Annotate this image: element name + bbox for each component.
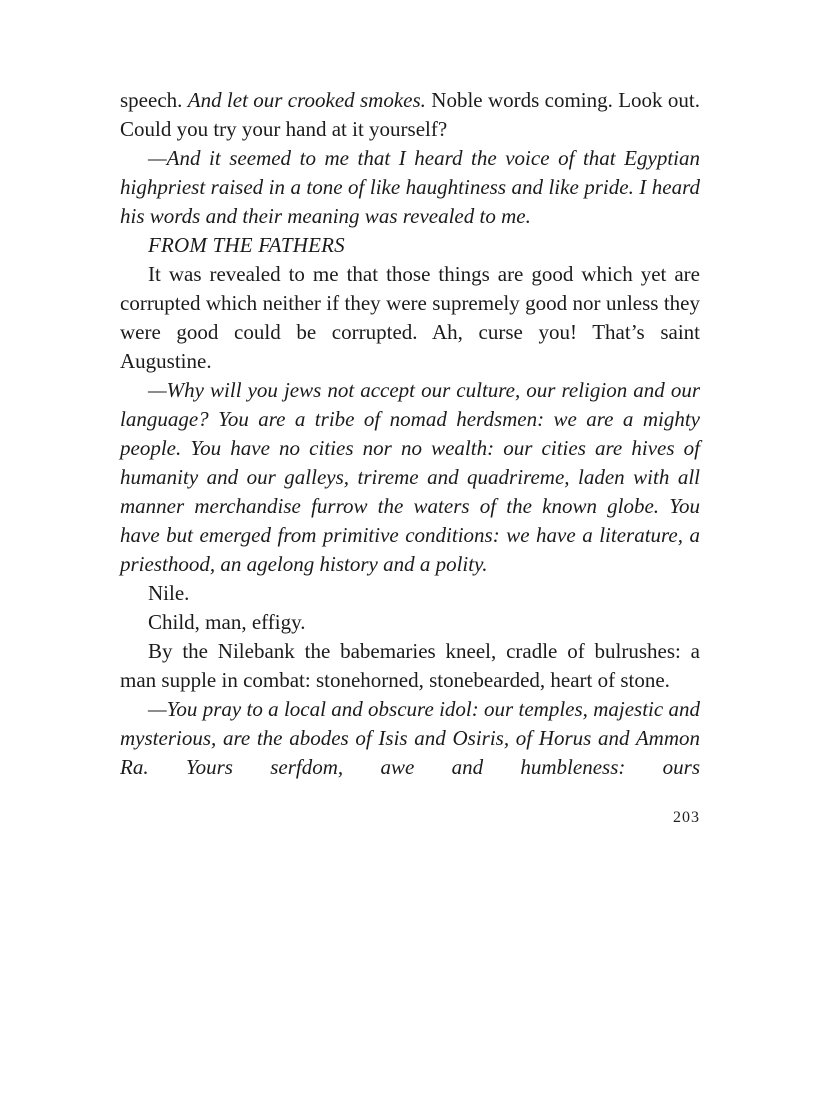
paragraph-nile: Nile. [148, 581, 190, 605]
paragraph-egyptian-highpriest: —And it seemed to me that I heard the voice of that Egyptian highpriest raised in a tone of like haughtiness and like pride. I heard his words and their meaning was revealed to me. [120, 146, 700, 228]
paragraph-roman-text: speech. [120, 88, 188, 112]
paragraph-child-man-effigy: Child, man, effigy. [148, 610, 306, 634]
paragraph-speech-continuation [120, 86, 700, 144]
paragraph-nilebank: By the Nilebank the babemaries kneel, cradle of bulrushes: a man supple in combat: stonehorned, stonebearded, heart of stone. [120, 639, 700, 692]
section-heading-from-the-fathers: FROM THE FATHERS [148, 233, 345, 257]
paragraph-you-pray-idol: —You pray to a local and obscure idol: our temples, majestic and mysterious, are the abodes of Isis and Osiris, of Horus and Ammon Ra. Yours serfdom, awe and humbleness: ours [120, 697, 700, 779]
page-number: 203 [673, 809, 700, 826]
body-text [120, 86, 700, 782]
paragraph-saint-augustine: It was revealed to me that those things are good which yet are corrupted which neither if they were supremely good nor unless they were good could be corrupted. Ah, curse you! That’s saint Augustine. [120, 262, 700, 373]
inline-italic-quote: And let our crooked smokes. [187, 88, 426, 112]
paragraph-why-will-you-jews: —Why will you jews not accept our culture, our religion and our language? You are a tribe of nomad herdsmen: we are a mighty people. You have no cities nor no wealth: our cities are hives of humanity and our galleys, trireme and quadrireme, laden with all manner merchandise furrow the waters of the known globe. You have but emerged from primitive conditions: we have a literature, a priesthood, an agelong history and a polity. [120, 378, 700, 576]
paragraph-roman-text: Noble words coming. Look out. Could you try your hand at it yourself? [120, 88, 700, 141]
